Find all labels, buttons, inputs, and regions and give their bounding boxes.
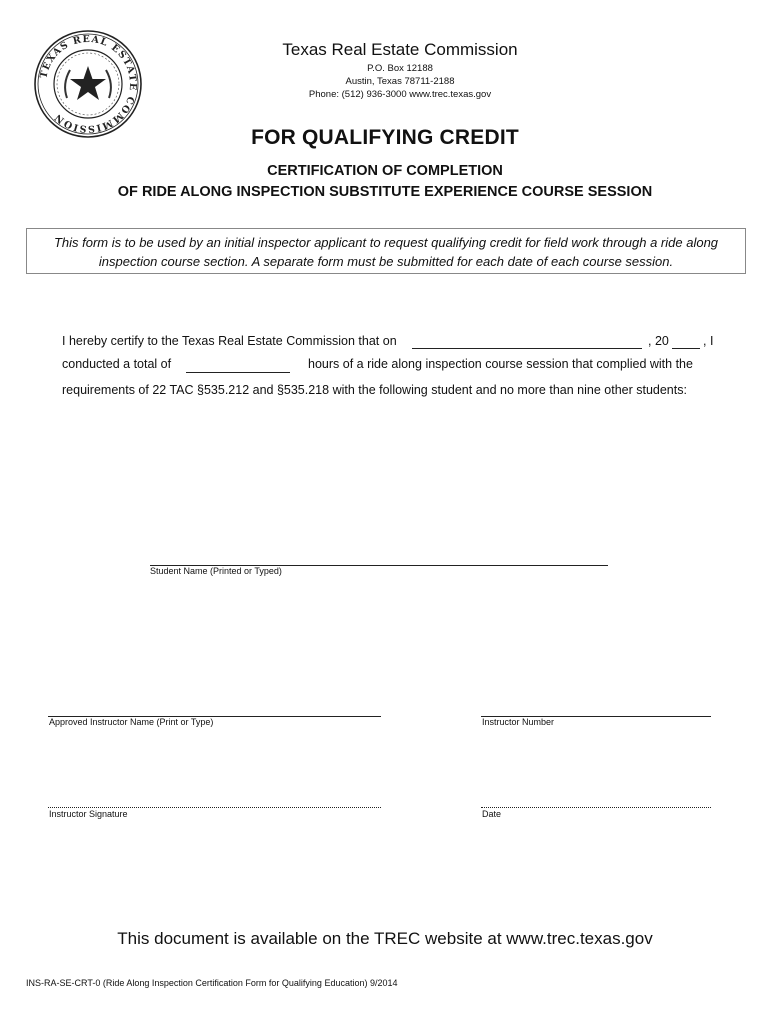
cert-year-prefix: , 20 — [648, 334, 669, 348]
availability-note: This document is available on the TREC website at www.trec.texas.gov — [117, 929, 653, 948]
contact-line: Phone: (512) 936-3000 www.trec.texas.gov — [308, 89, 492, 100]
po-box: P.O. Box 12188 — [367, 63, 433, 74]
cert-line-3: requirements of 22 TAC §535.212 and §535.218 with the following student and no more than nine other students: — [62, 383, 687, 397]
instructor-signature-field[interactable] — [48, 807, 381, 808]
subtitle-line-1: CERTIFICATION OF COMPLETION — [267, 163, 503, 179]
seal-text: TEXAS REAL ESTATE COMMISSION — [38, 33, 139, 135]
date-field[interactable] — [481, 807, 711, 808]
instructions-text: This form is to be used by an initial inspector applicant to request qualifying credit for field work through a ride along inspection course section. A separate form must be submitted for each date of each course session. — [53, 235, 719, 269]
org-name: Texas Real Estate Commission — [282, 40, 518, 59]
city-line: Austin, Texas 78711-2188 — [345, 76, 455, 87]
form-id: INS-RA-SE-CRT-0 (Ride Along Inspection Certification Form for Qualifying Education) 9/2014 — [26, 978, 398, 988]
cert-line-2-prefix: conducted a total of — [62, 357, 172, 371]
instructor-name-label: Approved Instructor Name (Print or Type) — [49, 717, 214, 727]
certify-date-field[interactable] — [412, 333, 642, 349]
certify-year-field[interactable] — [672, 333, 700, 349]
cert-line-1-suffix: , I — [703, 334, 714, 348]
subtitle-line-2: OF RIDE ALONG INSPECTION SUBSTITUTE EXPERIENCE COURSE SESSION — [117, 184, 653, 200]
page-title: FOR QUALIFYING CREDIT — [251, 126, 519, 149]
cert-line-2-suffix: hours of a ride along inspection course session that complied with the — [308, 357, 693, 371]
total-hours-field[interactable] — [186, 357, 290, 373]
cert-line-1-prefix: I hereby certify to the Texas Real Estate Commission that on — [62, 334, 397, 348]
student-name-label: Student Name (Printed or Typed) — [150, 566, 282, 576]
date-label: Date — [482, 809, 502, 819]
instructor-number-label: Instructor Number — [482, 717, 555, 727]
instructor-signature-label: Instructor Signature — [49, 809, 128, 819]
instructions-box — [26, 228, 746, 274]
